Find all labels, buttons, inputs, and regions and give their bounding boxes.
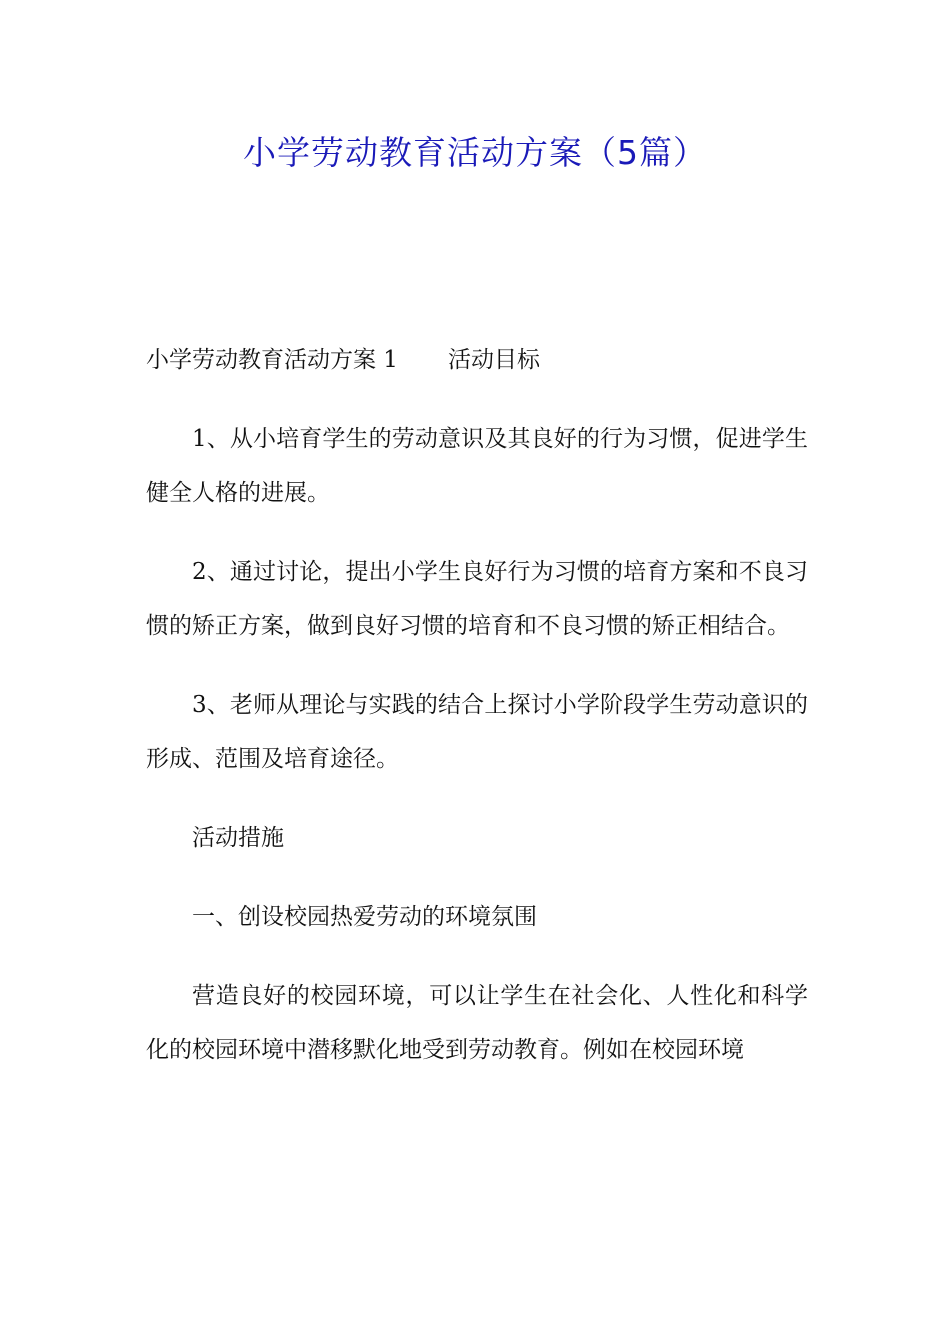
- section-heading-line: [146, 333, 808, 387]
- measure-1-heading: 一、创设校园热爱劳动的环境氛围: [192, 904, 537, 930]
- plan-heading: 小学劳动教育活动方案 1: [146, 347, 398, 373]
- paragraph-goal-1: 1、从小培育学生的劳动意识及其良好的行为习惯，促进学生健全人格的进展。: [146, 426, 808, 506]
- document-title: 小学劳动教育活动方案（5篇）: [243, 133, 707, 172]
- measures-heading: 活动措施: [192, 825, 284, 851]
- document-body: [146, 333, 808, 1102]
- goals-heading: 活动目标: [447, 347, 540, 373]
- paragraph-goal-2: 2、通过讨论，提出小学生良好行为习惯的培育方案和不良习惯的矫正方案，做到良好习惯的培育和不良习惯的矫正相结合。: [146, 559, 808, 639]
- paragraph-goal-3: 3、老师从理论与实践的结合上探讨小学阶段学生劳动意识的形成、范围及培育途径。: [146, 692, 808, 772]
- paragraph-measure-1: 营造良好的校园环境，可以让学生在社会化、人性化和科学化的校园环境中潜移默化地受到劳动教育。例如在校园环境: [146, 983, 808, 1063]
